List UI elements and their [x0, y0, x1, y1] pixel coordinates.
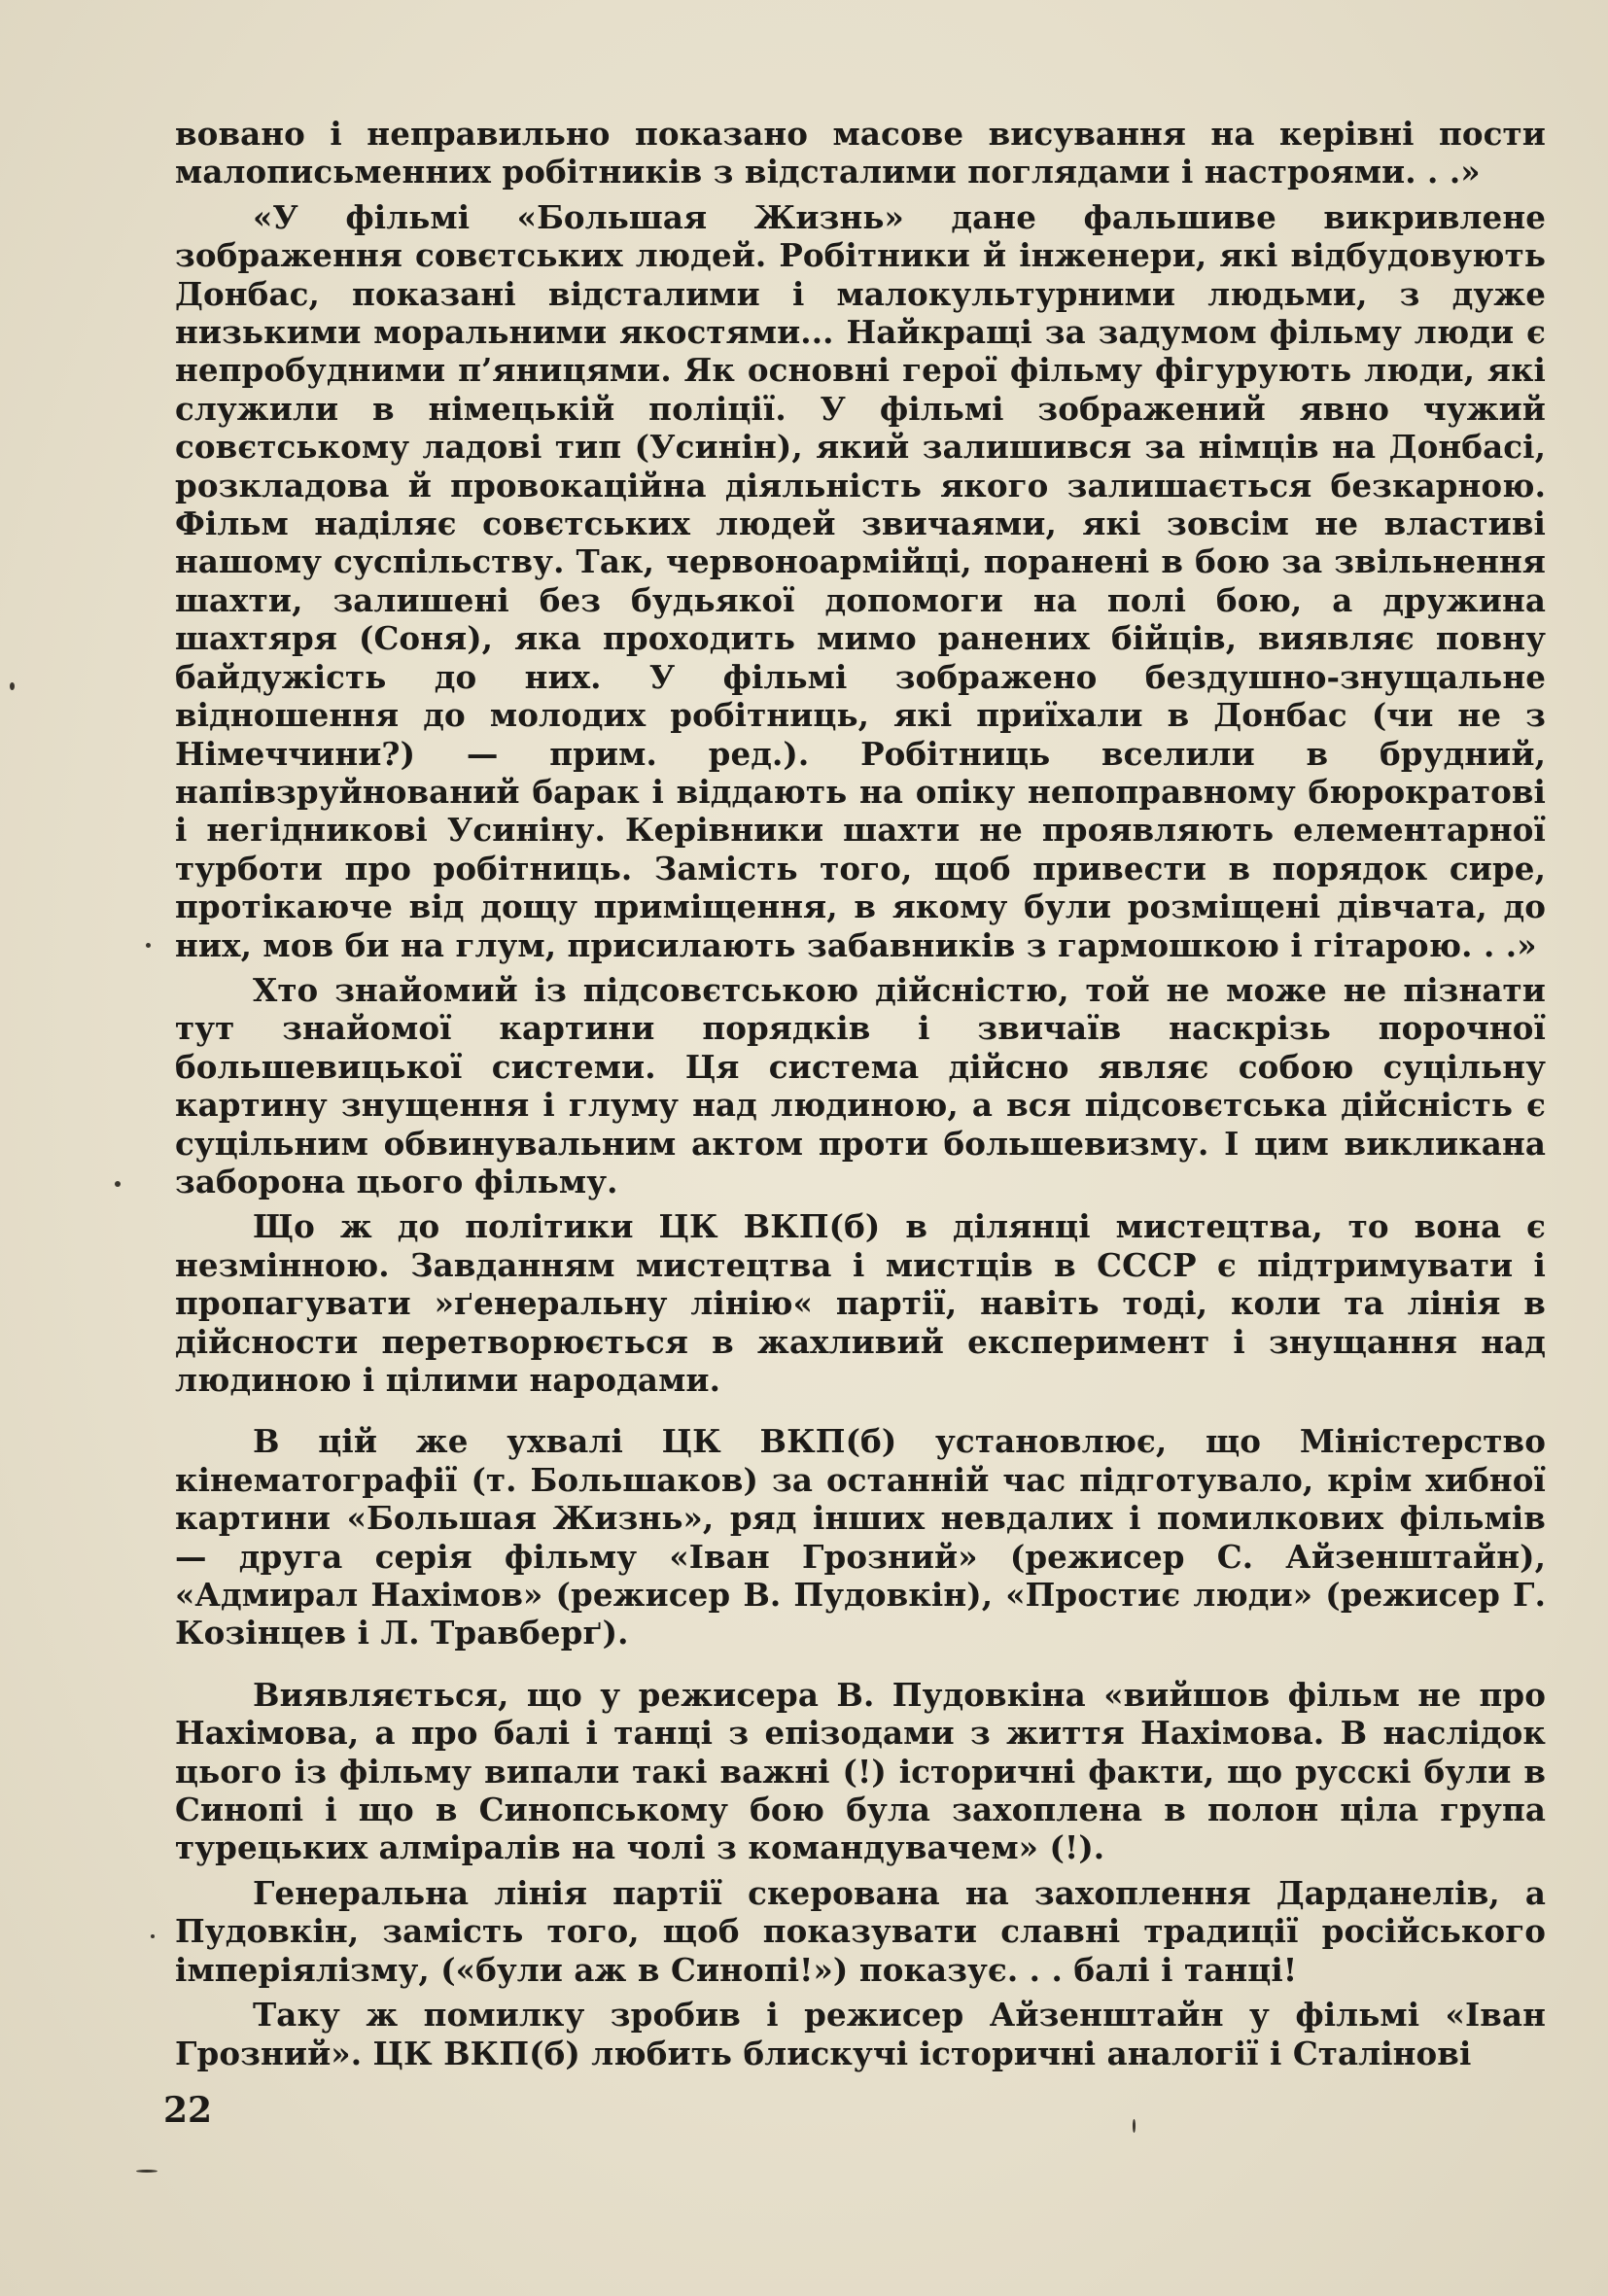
paragraph-5: В цій же ухвалі ЦК ВКП(б) установлює, що Міністерство кінематографії (т. Большаков) за останній час підготувало, крім хибної картини «Большая Жизнь», ряд інших невдалих і помилкових фільмів — друга серія фільму «Іван Грозний» (режисер С. Айзенштайн), «Адмирал Нахімов» (режисер В. Пудовкін), «Простиє люди» (режисер Г. Козінцев і Л. Травберґ). [175, 1422, 1546, 1652]
print-speck [136, 2170, 157, 2173]
paragraph-8: Таку ж помилку зробив і режисер Айзенштайн у фільмі «Іван Грозний». ЦК ВКП(б) любить блискучі історичні аналогії і Сталінові [175, 1996, 1546, 2072]
print-speck [151, 1934, 155, 1938]
paragraph-6: Виявляється, що у режисера В. Пудовкіна «вийшов фільм не про Нахімова, а про балі і танці з епізодами з життя Нахімова. В наслідок цього із фільму випали такі важні (!) історичні факти, що русскі були в Синопі і що в Синопському бою була захоплена в полон ціла група турецьких алміралів на чолі з командувачем» (!). [175, 1675, 1547, 1867]
body-text [175, 115, 1546, 2079]
print-speck [146, 943, 151, 948]
print-speck [1133, 2119, 1136, 2133]
paragraph-1: вовано і неправильно показано масове висування на керівні пости малописьменних робітників з відсталими поглядами і настроями. . .» [175, 115, 1546, 191]
print-speck [10, 682, 15, 690]
paragraph-7: Генеральна лінія партії скерована на захоплення Дарданелів, а Пудовкін, замість того, щоб показувати славні традиції російського імперіялізму, («були аж в Синопі!») показує. . . балі і танці! [175, 1873, 1546, 1989]
paragraph-3: Хто знайомий із підсовєтською дійсністю, той не може не пізнати тут знайомої картини порядків і звичаїв наскрізь порочної большевицької системи. Ця система дійсно являє собою суцільну картину знущення і глуму над людиною, а вся підсовєтська дійсність є суцільним обвинувальним актом проти большевизму. І цим викликана заборона цього фільму. [175, 970, 1546, 1200]
emphasized-text: важні (!) історичні факти, що русскі були в Синопі і що в Синопському бою була захоплена в полон ціла група турецьких алміралів на чолі з командувачем» (!). [175, 1752, 1547, 1867]
page-number: 22 [163, 2090, 213, 2131]
print-speck [115, 1181, 121, 1187]
paragraph-2: «У фільмі «Большая Жизнь» дане фальшиве викривлене зображення совєтських людей. Робітники й інженери, які відбудовують Донбас, показані відсталими і малокультурними людьми, з дуже низькими моральними якостями... Найкращі за задумом фільму люди є непробудними п’яницями. Як основні герої фільму фігурують люди, які служили в німецькій поліції. У фільмі зображений явно чужий совєтському ладові тип (Усинін), який залишився за німців на Донбасі, розкладова й провокаційна діяльність якого залишається безкарною. Фільм наділяє совєтських людей звичаями, які зовсім не властиві нашому суспільству. Так, червоноармійці, поранені в бою за звільнення шахти, залишені без будьякої допомоги на полі бою, а дружина шахтяря (Соня), яка проходить мимо ранених бійців, виявляє повну байдужість до них. У фільмі зображено бездушно-знущальне відношення до молодих робітниць, які приїхали в Донбас (чи не з Німеччини?) — прим. ред.). Робітниць вселили в брудний, напівзруйнований барак і віддають на опіку непоправному бюрократові і негідникові Усиніну. Керівники шахти не проявляють елементарної турботи про робітниць. Замість того, щоб привести в порядок сире, протікаюче від дощу приміщення, в якому були розміщені дівчата, до них, мов би на глум, присилають забавників з гармошкою і гітарою. . .» [175, 197, 1546, 964]
paragraph-4: Що ж до політики ЦК ВКП(б) в ділянці мистецтва, то вона є незмінною. Завданням мистецтва і мистців в СССР є підтримувати і пропагувати »ґенеральну лінію« партії, навіть тоді, коли та лінія в дійсности перетворюється в жахливий експеримент і знущання над людиною і цілими народами. [175, 1207, 1546, 1399]
